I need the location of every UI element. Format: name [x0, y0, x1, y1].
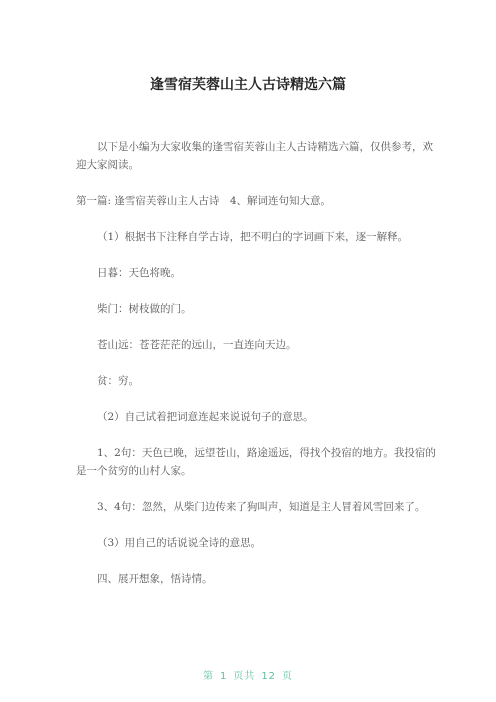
document-title: 逢雪宿芙蓉山主人古诗精选六篇 [150, 77, 346, 93]
page-footer [0, 667, 496, 682]
paragraph: 3、4句：忽然，从柴门边传来了狗叫声，知道是主人冒着风雪回来了。 [97, 501, 426, 513]
total-pages-number: 12 [261, 671, 277, 682]
paragraph: 四、展开想象，悟诗情。 [97, 573, 213, 585]
footer-suffix: 页 [282, 671, 294, 682]
footer-middle: 页共 [233, 671, 256, 682]
paragraph: （1）根据书下注释自学古诗，把不明白的字词画下来，逐一解释。 [97, 231, 409, 243]
paragraph: （3）用自己的话说说全诗的意思。 [97, 537, 262, 549]
current-page-number: 1 [219, 671, 228, 682]
paragraph: （2）自己试着把词意连起来说说句子的意思。 [97, 411, 314, 423]
section-heading: 第一篇: 逢雪宿芙蓉山主人古诗 4、解词连句知大意。 [76, 195, 332, 207]
paragraph: 苍山远：苍苍茫茫的远山，一直连向天边。 [97, 339, 297, 351]
intro-paragraph: 以下是小编为大家收集的逢雪宿芙蓉山主人古诗精选六篇，仅供参考，欢迎大家阅读。 [76, 141, 433, 171]
paragraph: 日暮：天色将晚。 [97, 267, 181, 279]
footer-prefix: 第 [202, 671, 214, 682]
paragraph: 1、2句：天色已晚，远望苍山，路途遥远，得找个投宿的地方。我投宿的是一个贫穷的山村人家。 [76, 447, 436, 477]
paragraph: 贫：穷。 [97, 375, 139, 387]
paragraph: 柴门：树枝做的门。 [97, 303, 192, 315]
